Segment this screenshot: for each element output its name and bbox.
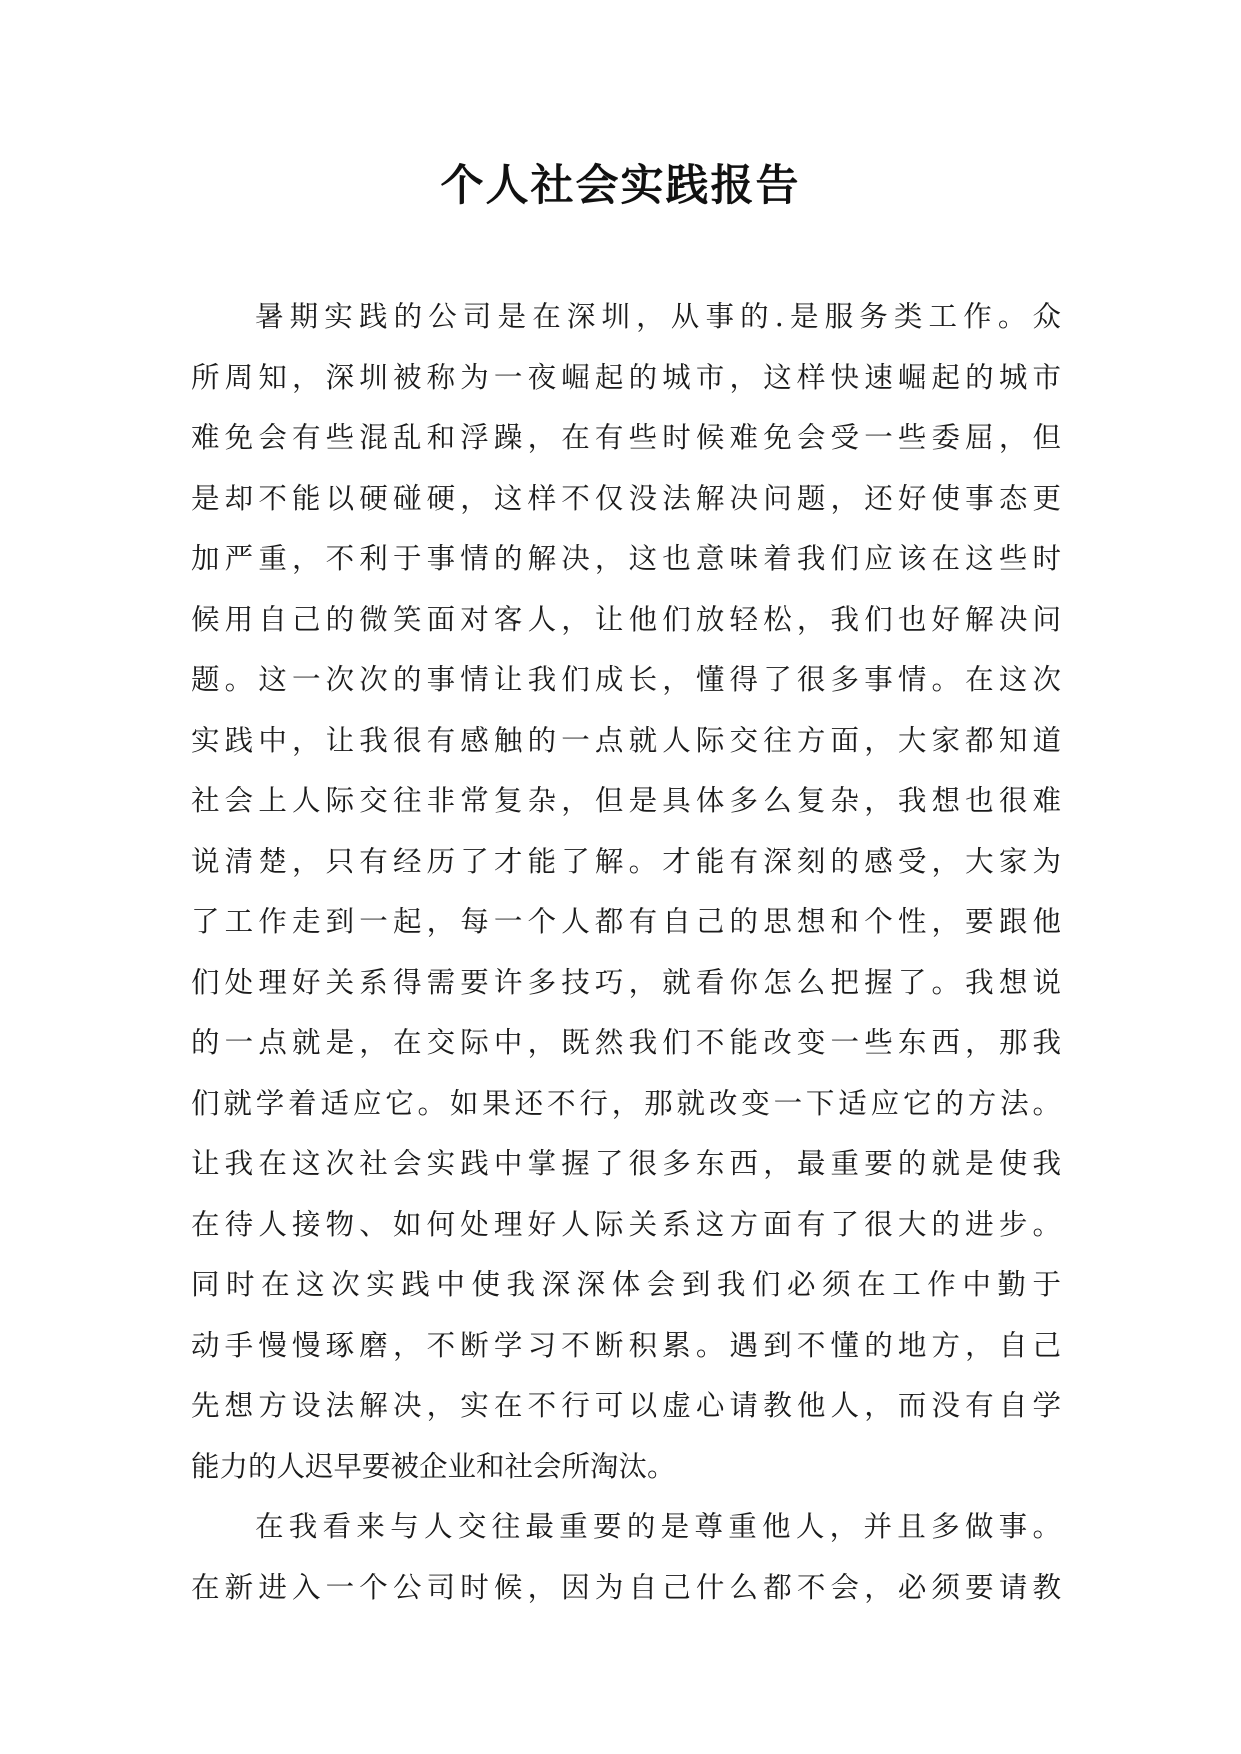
paragraph-2 [191, 1497, 1061, 1618]
text-line: 题。这一次次的事情让我们成长，懂得了很多事情。在这次 [191, 663, 1061, 696]
text-line: 难免会有些混乱和浮躁，在有些时候难免会受一些委屈，但 [191, 421, 1061, 454]
text-line: 候用自己的微笑面对客人，让他们放轻松，我们也好解决问 [191, 602, 1061, 636]
text-line: 们处理好关系得需要许多技巧，就看你怎么把握了。我想说 [191, 965, 1061, 999]
text-line: 在我看来与人交往最重要的是尊重他人，并且多做事。 [255, 1510, 1061, 1543]
document-body [191, 287, 1061, 1618]
text-line: 是却不能以硬碰硬，这样不仅没法解决问题，还好使事态更 [191, 481, 1061, 515]
text-line: 加严重，不利于事情的解决，这也意味着我们应该在这些时 [191, 542, 1061, 575]
text-line: 在待人接物、如何处理好人际关系这方面有了很大的进步。 [191, 1207, 1061, 1241]
text-line: 社会上人际交往非常复杂，但是具体多么复杂，我想也很难 [191, 784, 1061, 817]
text-line: 暑期实践的公司是在深圳，从事的.是服务类工作。众 [255, 300, 1061, 333]
text-line: 先想方设法解决，实在不行可以虚心请教他人，而没有自学 [191, 1389, 1061, 1422]
paragraph-1 [191, 287, 1061, 1497]
text-line: 在新进入一个公司时候，因为自己什么都不会，必须要请教 [191, 1570, 1061, 1604]
text-line: 实践中，让我很有感触的一点就人际交往方面，大家都知道 [191, 723, 1061, 757]
text-line: 说清楚，只有经历了才能了解。才能有深刻的感受，大家为 [191, 844, 1061, 878]
text-line: 让我在这次社会实践中掌握了很多东西，最重要的就是使我 [191, 1147, 1061, 1180]
text-line: 们就学着适应它。如果还不行，那就改变一下适应它的方法。 [191, 1086, 1061, 1120]
document-title: 个人社会实践报告 [440, 161, 801, 211]
text-line: 同时在这次实践中使我深深体会到我们必须在工作中勤于 [191, 1268, 1061, 1301]
text-line: 动手慢慢琢磨，不断学习不断积累。遇到不懂的地方，自己 [191, 1328, 1061, 1362]
text-line: 了工作走到一起，每一个人都有自己的思想和个性，要跟他 [191, 905, 1061, 938]
text-line: 所周知，深圳被称为一夜崛起的城市，这样快速崛起的城市 [191, 360, 1061, 394]
text-line: 能力的人迟早要被企业和社会所淘汰。 [191, 1449, 676, 1483]
text-line: 的一点就是，在交际中，既然我们不能改变一些东西，那我 [191, 1026, 1061, 1059]
